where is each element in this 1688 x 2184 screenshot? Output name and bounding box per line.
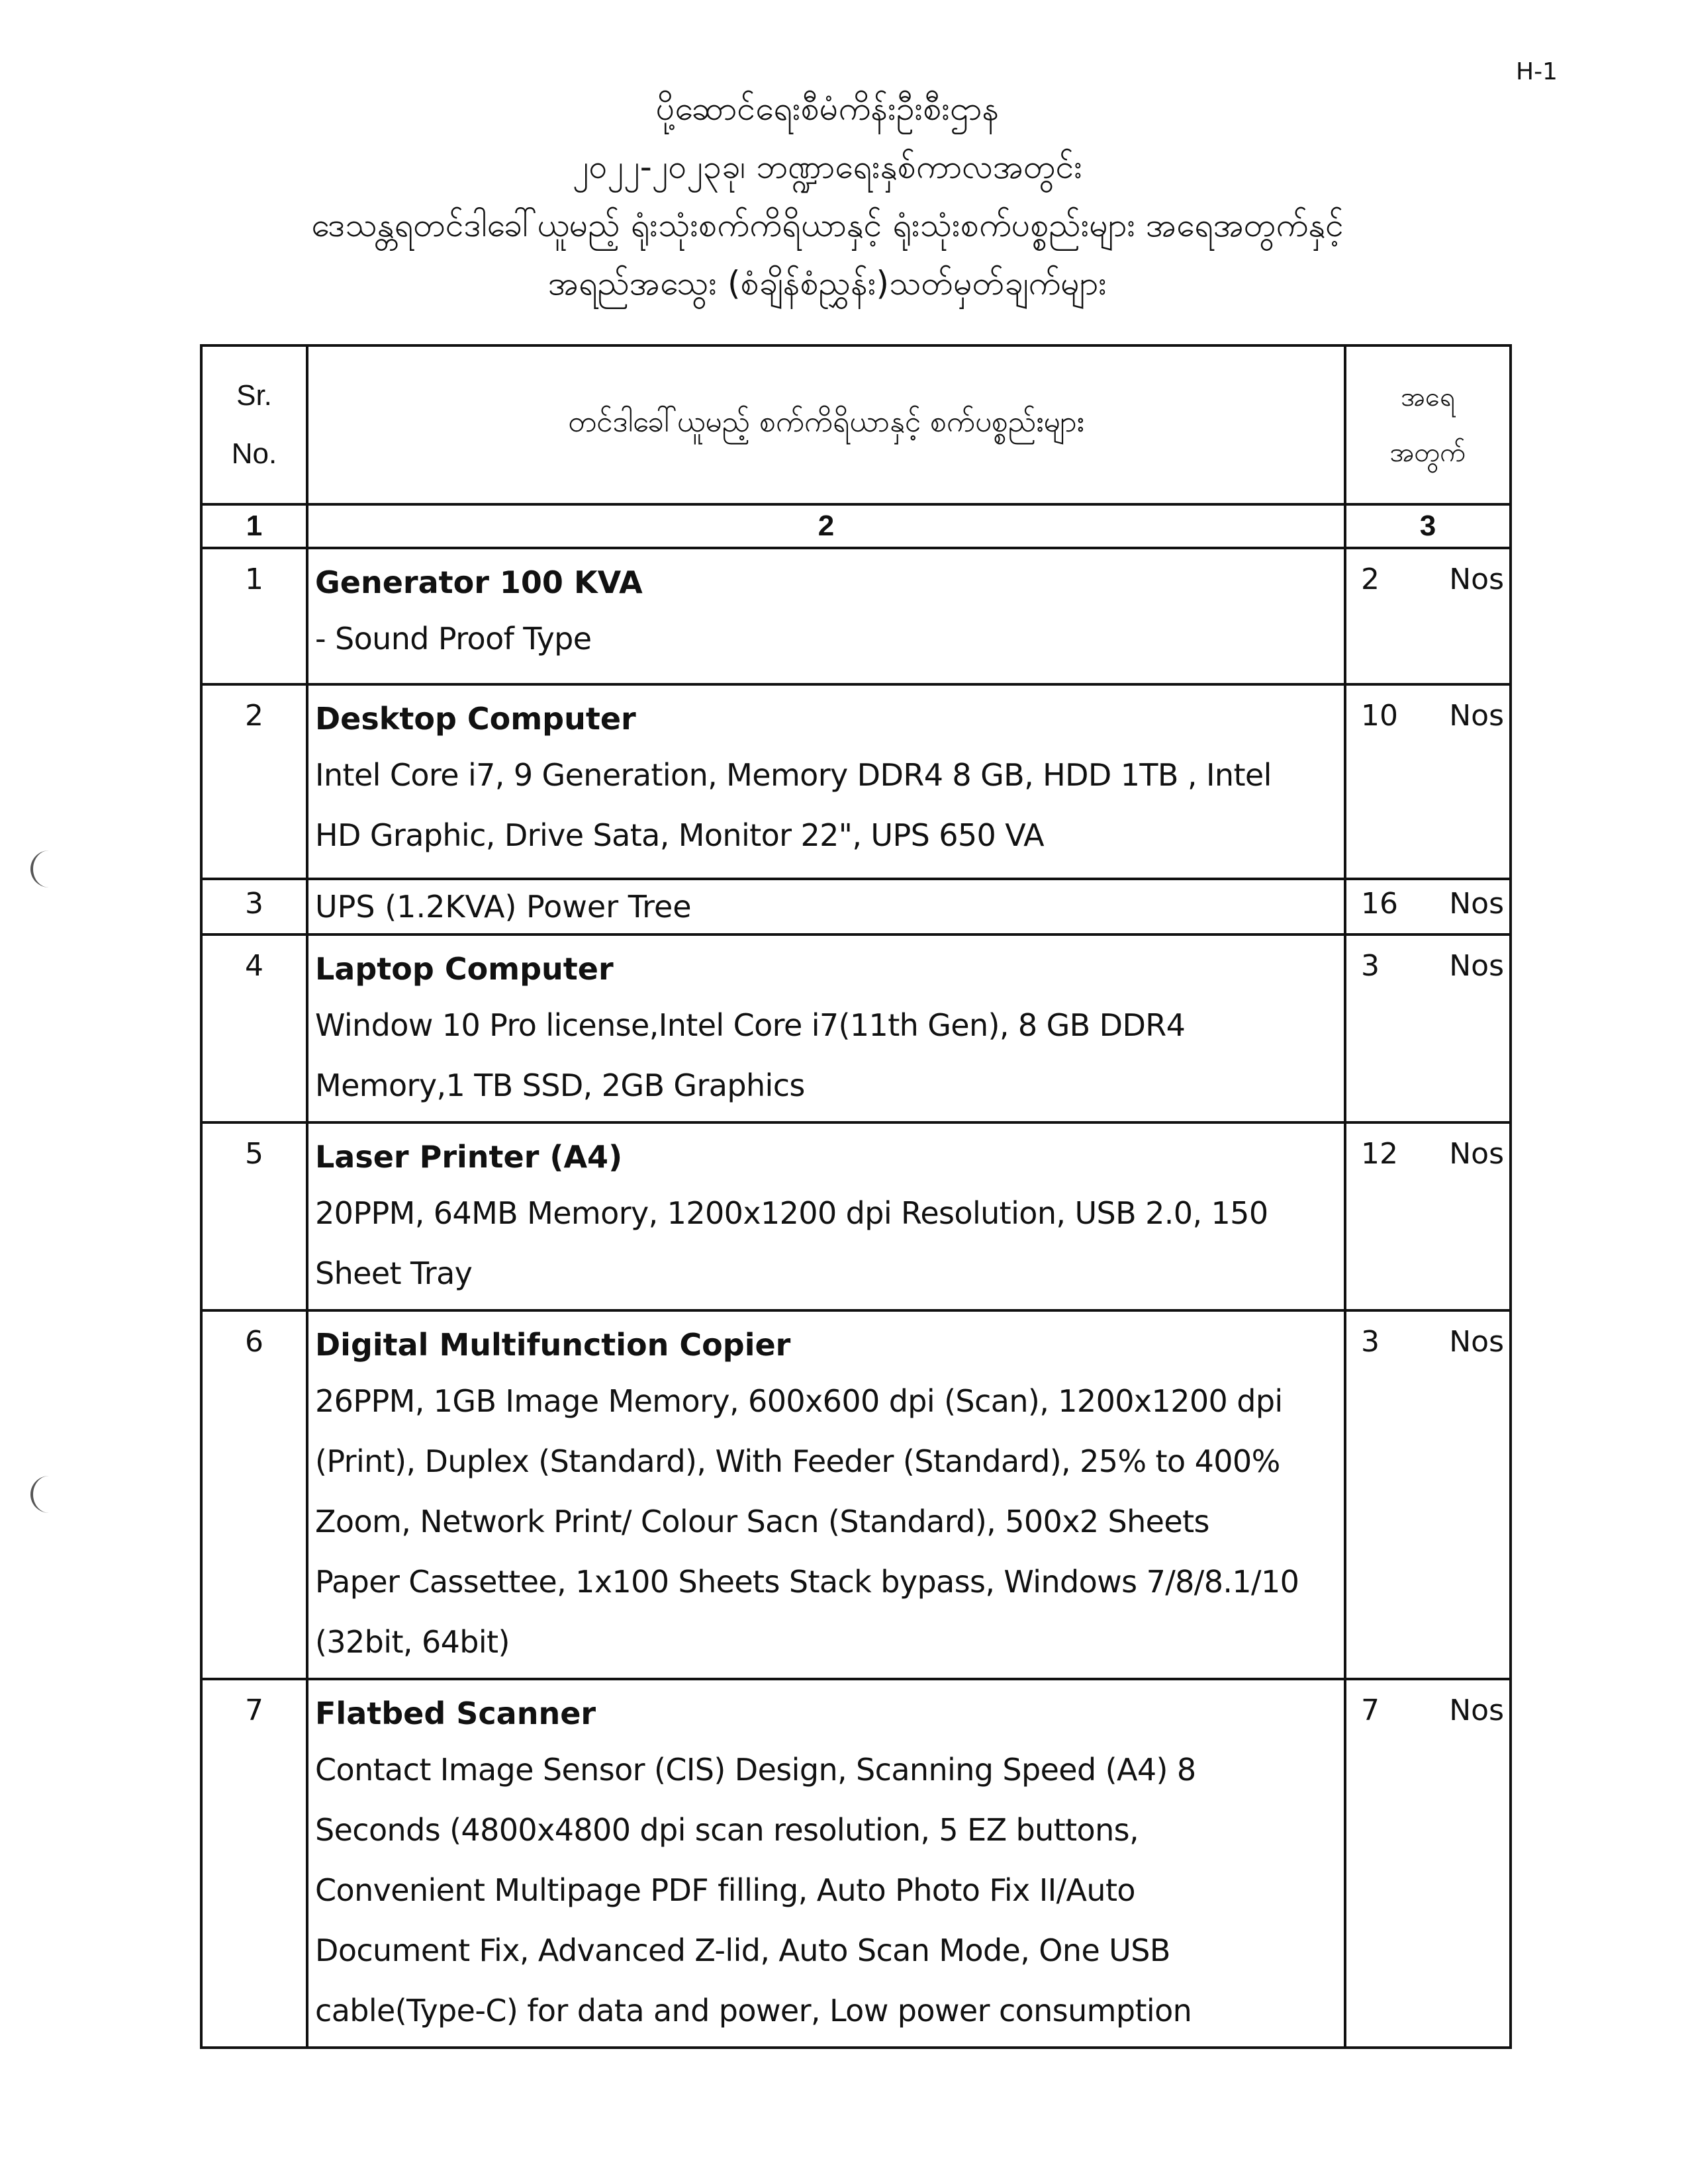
row-sr-no: 6 — [201, 1310, 307, 1679]
row-sr-no: 4 — [201, 934, 307, 1122]
row-quantity — [1345, 684, 1511, 879]
qty-unit: Nos — [1449, 699, 1504, 733]
binder-hole-mark — [30, 1476, 56, 1513]
item-spec-line: Memory,1 TB SSD, 2GB Graphics — [315, 1068, 805, 1103]
row-description — [307, 548, 1345, 684]
item-spec-line: (32bit, 64bit) — [315, 1624, 510, 1660]
item-name: Desktop Computer — [315, 701, 636, 737]
row-sr-no: 2 — [201, 684, 307, 879]
item-spec-line: Window 10 Pro license,Intel Core i7(11th Gen), 8 GB DDR4 — [315, 1007, 1186, 1043]
table-row — [201, 684, 1511, 879]
qty-unit: Nos — [1449, 1325, 1504, 1359]
column-number-3: 3 — [1345, 504, 1511, 548]
table-row — [201, 1679, 1511, 2048]
title-line-3: ဒေသန္တရတင်ဒါခေါ်ယူမည့် ရုံးသုံးစက်ကိရိယာနှင့် ရုံးသုံးစက်ပစ္စည်းများ အရေအတွက်နှင့် — [311, 206, 1344, 244]
item-spec-line: Intel Core i7, 9 Generation, Memory DDR4 8 GB, HDD 1TB , Intel — [315, 757, 1272, 793]
qty-value: 3 — [1361, 949, 1380, 983]
row-sr-no: 1 — [201, 548, 307, 684]
item-name: Laser Printer (A4) — [315, 1139, 623, 1175]
item-spec-line: 20PPM, 64MB Memory, 1200x1200 dpi Resolution, USB 2.0, 150 — [315, 1195, 1268, 1231]
column-number-2: 2 — [307, 504, 1345, 548]
qty-unit: Nos — [1449, 563, 1504, 596]
table-row — [201, 1122, 1511, 1310]
header-sr-line-2: No. — [231, 437, 277, 470]
qty-value: 7 — [1361, 1694, 1380, 1727]
header-qty-line-1: အရေ — [1401, 382, 1455, 412]
item-spec-line: (Print), Duplex (Standard), With Feeder (Standard), 25% to 400% — [315, 1443, 1280, 1479]
table-row — [201, 879, 1511, 934]
qty-value: 2 — [1361, 563, 1380, 596]
row-quantity — [1345, 1122, 1511, 1310]
qty-value: 10 — [1361, 699, 1398, 733]
qty-value: 16 — [1361, 887, 1398, 921]
item-name: Digital Multifunction Copier — [315, 1327, 791, 1363]
row-quantity — [1345, 879, 1511, 934]
item-spec-line: cable(Type-C) for data and power, Low power consumption — [315, 1993, 1192, 2028]
qty-unit: Nos — [1449, 1694, 1504, 1727]
title-line-1: ပို့ဆောင်ရေးစီမံကိန်းဦးစီးဌာန — [655, 89, 1000, 128]
table-row — [201, 934, 1511, 1122]
qty-value: 3 — [1361, 1325, 1380, 1359]
header-sr-line-1: Sr. — [236, 379, 272, 412]
column-number-row — [201, 504, 1511, 548]
row-sr-no: 3 — [201, 879, 307, 934]
row-description — [307, 1122, 1345, 1310]
item-name: Flatbed Scanner — [315, 1696, 596, 1731]
item-spec-line: Seconds (4800x4800 dpi scan resolution, 5 EZ buttons, — [315, 1812, 1139, 1848]
qty-unit: Nos — [1449, 887, 1504, 921]
document-title — [199, 79, 1456, 312]
item-spec-line: Document Fix, Advanced Z-lid, Auto Scan Mode, One USB — [315, 1933, 1170, 1968]
header-description-label: တင်ဒါခေါ်ယူမည့် စက်ကိရိယာနှင့် စက်ပစ္စည်းများ — [568, 405, 1084, 439]
item-spec-line: Zoom, Network Print/ Colour Sacn (Standard), 500x2 Sheets — [315, 1504, 1209, 1539]
item-spec-line: Sheet Tray — [315, 1255, 473, 1291]
item-spec-line: 26PPM, 1GB Image Memory, 600x600 dpi (Scan), 1200x1200 dpi — [315, 1383, 1283, 1419]
binder-hole-mark — [30, 850, 56, 887]
row-sr-no: 7 — [201, 1679, 307, 2048]
table-row — [201, 548, 1511, 684]
item-spec-line: Convenient Multipage PDF filling, Auto Photo Fix II/Auto — [315, 1872, 1135, 1908]
row-description — [307, 684, 1345, 879]
title-line-2: ၂၀၂၂-၂၀၂၃ခု၊ ဘဏ္ဍာရေးနှစ်ကာလအတွင်း — [572, 148, 1083, 186]
row-description — [307, 934, 1345, 1122]
item-name: Generator 100 KVA — [315, 565, 643, 600]
row-description — [307, 879, 1345, 934]
row-description — [307, 1679, 1345, 2048]
table-row — [201, 1310, 1511, 1679]
equipment-spec-table — [200, 344, 1512, 2049]
item-spec-line: Paper Cassettee, 1x100 Sheets Stack bypass, Windows 7/8/8.1/10 — [315, 1564, 1299, 1600]
qty-unit: Nos — [1449, 1137, 1504, 1171]
item-spec-line: Contact Image Sensor (CIS) Design, Scanning Speed (A4) 8 — [315, 1752, 1196, 1788]
row-sr-no: 5 — [201, 1122, 307, 1310]
row-quantity — [1345, 934, 1511, 1122]
header-description — [307, 345, 1345, 504]
item-name: Laptop Computer — [315, 951, 614, 987]
qty-unit: Nos — [1449, 949, 1504, 983]
column-number-1: 1 — [201, 504, 307, 548]
item-name: UPS (1.2KVA) Power Tree — [315, 889, 692, 925]
page-id: H-1 — [1516, 58, 1558, 85]
header-sr-no — [201, 345, 307, 504]
row-quantity — [1345, 548, 1511, 684]
title-line-4: အရည်အသွေး (စံချိန်စံညွှန်း)သတ်မှတ်ချက်များ — [547, 264, 1107, 302]
row-description — [307, 1310, 1345, 1679]
header-qty-line-2: အတွက် — [1389, 437, 1466, 468]
table-header-row — [201, 345, 1511, 504]
item-spec-line: - Sound Proof Type — [315, 621, 592, 657]
row-quantity — [1345, 1310, 1511, 1679]
row-quantity — [1345, 1679, 1511, 2048]
header-quantity — [1345, 345, 1511, 504]
item-spec-line: HD Graphic, Drive Sata, Monitor 22", UPS 650 VA — [315, 817, 1045, 853]
qty-value: 12 — [1361, 1137, 1398, 1171]
